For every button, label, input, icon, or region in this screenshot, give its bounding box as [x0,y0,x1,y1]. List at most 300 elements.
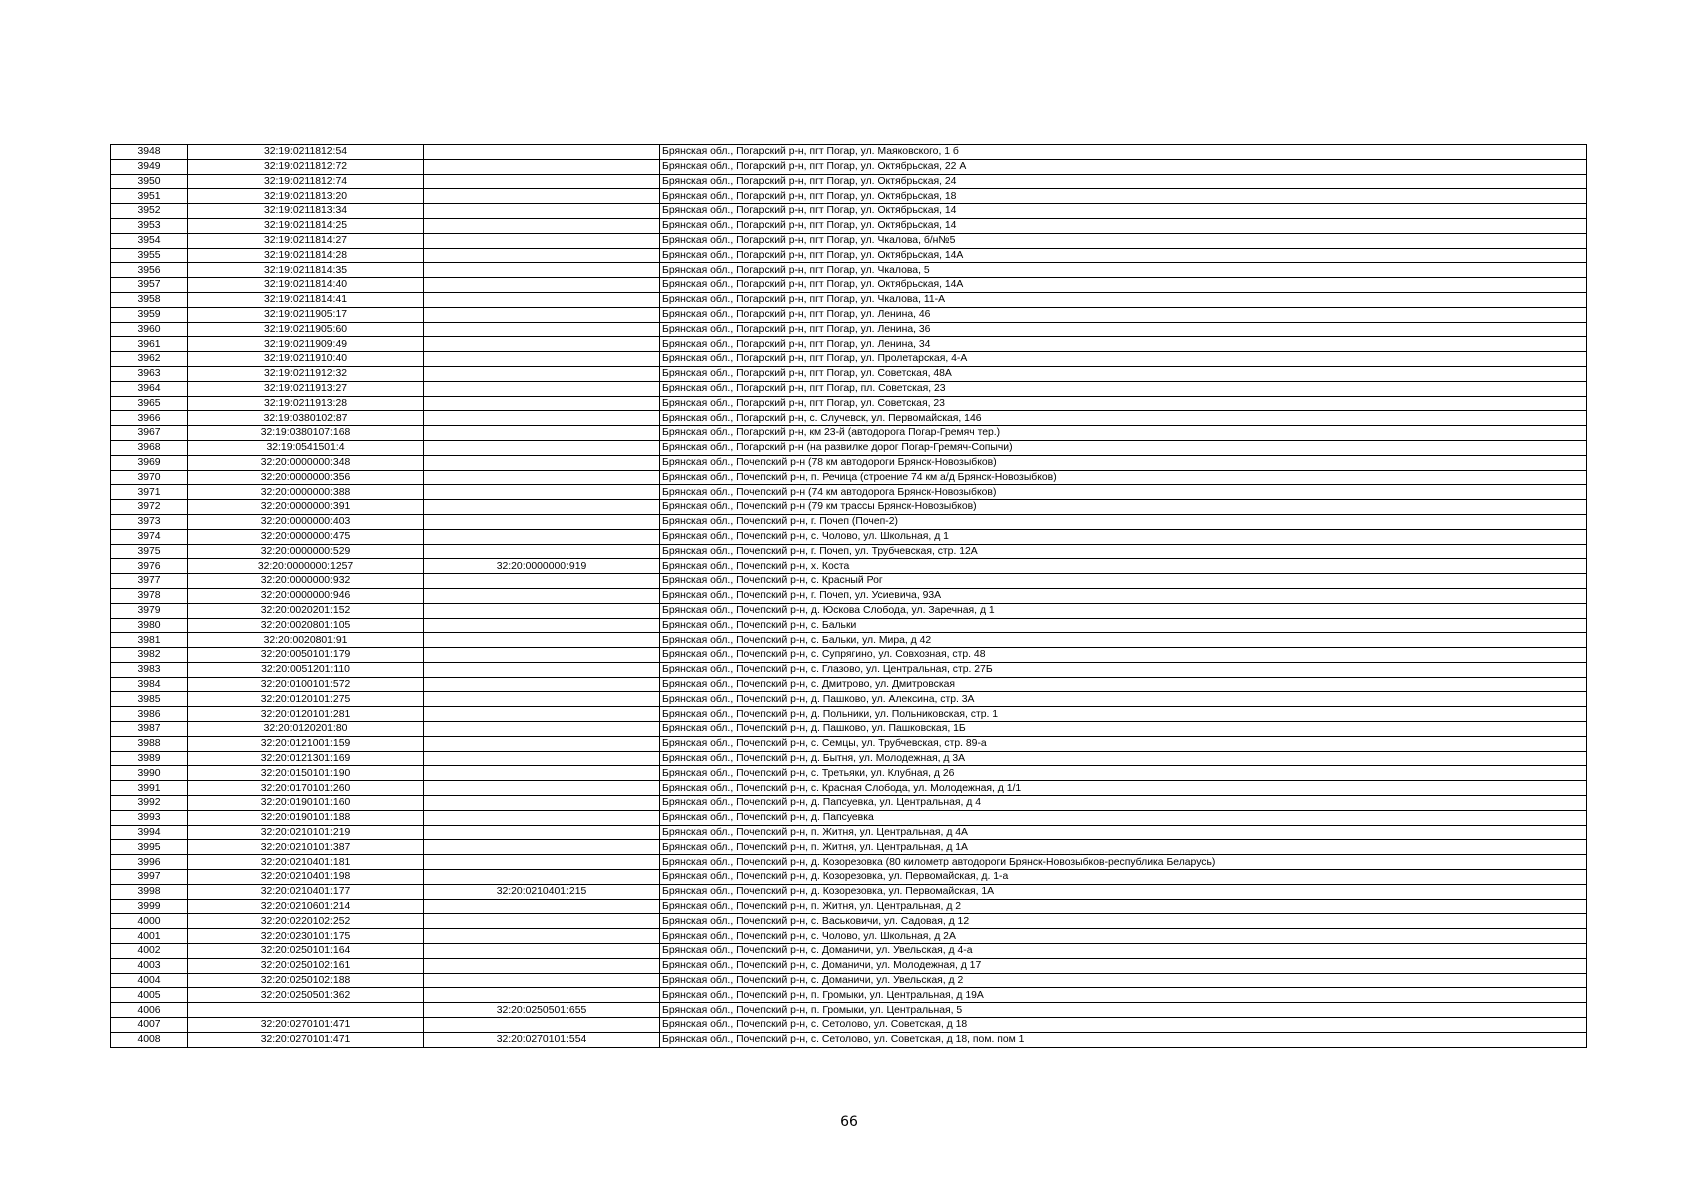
linked-cadastral-number-cell [424,707,660,722]
cadastral-number-cell: 32:20:0250501:362 [188,988,424,1003]
linked-cadastral-number-cell [424,618,660,633]
row-number-cell: 3996 [111,855,188,870]
row-number-cell: 3951 [111,189,188,204]
linked-cadastral-number-cell [424,899,660,914]
page-number: 66 [840,1114,858,1130]
row-number-cell: 3953 [111,218,188,233]
cadastral-number-cell: 32:20:0190101:188 [188,810,424,825]
row-number-cell: 4003 [111,958,188,973]
cadastral-number-cell: 32:19:0211812:54 [188,145,424,160]
address-cell: Брянская обл., Почепский р-н (79 км трассы Брянск-Новозыбков) [660,500,1587,515]
linked-cadastral-number-cell [424,840,660,855]
address-cell: Брянская обл., Почепский р-н, п. Громыки, ул. Центральная, д 19А [660,988,1587,1003]
table-row [111,485,1587,500]
table-row [111,840,1587,855]
linked-cadastral-number-cell [424,736,660,751]
linked-cadastral-number-cell [424,825,660,840]
address-cell: Брянская обл., Почепский р-н, д. Козорезовка, ул. Первомайская, д. 1-а [660,870,1587,885]
row-number-cell: 3963 [111,366,188,381]
cadastral-number-cell: 32:19:0211814:41 [188,292,424,307]
row-number-cell: 3952 [111,204,188,219]
cadastral-number-cell: 32:20:0000000:946 [188,588,424,603]
address-cell: Брянская обл., Погарский р-н, пгт Погар, ул. Октябрьская, 22 А [660,159,1587,174]
table-row [111,855,1587,870]
cadastral-number-cell: 32:20:0000000:348 [188,455,424,470]
address-cell: Брянская обл., Почепский р-н, д. Пашково, ул. Алексина, стр. 3А [660,692,1587,707]
address-cell: Брянская обл., Почепский р-н, д. Папсуевка, ул. Центральная, д 4 [660,796,1587,811]
table-row [111,781,1587,796]
linked-cadastral-number-cell [424,204,660,219]
cadastral-number-cell: 32:20:0170101:260 [188,781,424,796]
cadastral-number-cell: 32:19:0211910:40 [188,352,424,367]
linked-cadastral-number-cell [424,662,660,677]
cadastral-number-cell: 32:19:0211909:49 [188,337,424,352]
address-cell: Брянская обл., Почепский р-н, с. Сетолово, ул. Советская, д 18 [660,1018,1587,1033]
cadastral-number-cell: 32:20:0210401:198 [188,870,424,885]
linked-cadastral-number-cell [424,692,660,707]
linked-cadastral-number-cell [424,366,660,381]
address-cell: Брянская обл., Почепский р-н (78 км автодороги Брянск-Новозыбков) [660,455,1587,470]
row-number-cell: 4006 [111,1003,188,1018]
row-number-cell: 3970 [111,470,188,485]
cadastral-number-cell: 32:19:0380107:168 [188,426,424,441]
cadastral-number-cell: 32:19:0211813:34 [188,204,424,219]
row-number-cell: 3966 [111,411,188,426]
address-cell: Брянская обл., Почепский р-н, с. Супрягино, ул. Совхозная, стр. 48 [660,648,1587,663]
cadastral-number-cell: 32:20:0000000:356 [188,470,424,485]
linked-cadastral-number-cell [424,796,660,811]
linked-cadastral-number-cell [424,145,660,160]
address-cell: Брянская обл., Почепский р-н, п. Громыки, ул. Центральная, 5 [660,1003,1587,1018]
address-cell: Брянская обл., Почепский р-н, с. Сетолово, ул. Советская, д 18, пом. пом 1 [660,1032,1587,1047]
table-row [111,174,1587,189]
row-number-cell: 3978 [111,588,188,603]
address-cell: Брянская обл., Почепский р-н, д. Козорезовка (80 километр автодороги Брянск-Новозыбков-республика Беларусь) [660,855,1587,870]
table-row [111,574,1587,589]
cadastral-number-cell: 32:20:0250102:188 [188,973,424,988]
cadastral-number-cell: 32:20:0270101:471 [188,1018,424,1033]
row-number-cell: 3955 [111,248,188,263]
linked-cadastral-number-cell [424,292,660,307]
table-row [111,958,1587,973]
row-number-cell: 3992 [111,796,188,811]
cadastral-number-cell: 32:19:0211913:28 [188,396,424,411]
linked-cadastral-number-cell: 32:20:0270101:554 [424,1032,660,1047]
cadastral-number-cell: 32:19:0380102:87 [188,411,424,426]
row-number-cell: 3990 [111,766,188,781]
table-row [111,470,1587,485]
linked-cadastral-number-cell [424,485,660,500]
row-number-cell: 3993 [111,810,188,825]
table-row [111,218,1587,233]
address-cell: Брянская обл., Погарский р-н (на развилке дорог Погар-Гремяч-Сопычи) [660,440,1587,455]
cadastral-number-cell: 32:19:0211814:35 [188,263,424,278]
table-row [111,500,1587,515]
address-cell: Брянская обл., Почепский р-н, с. Бальки [660,618,1587,633]
row-number-cell: 4000 [111,914,188,929]
cadastral-number-cell: 32:20:0020801:105 [188,618,424,633]
cadastral-number-cell: 32:20:0000000:1257 [188,559,424,574]
address-cell: Брянская обл., Погарский р-н, пгт Погар, пл. Советская, 23 [660,381,1587,396]
cadastral-number-cell: 32:20:0100101:572 [188,677,424,692]
cadastral-number-cell: 32:20:0000000:529 [188,544,424,559]
address-cell: Брянская обл., Погарский р-н, с. Случевск, ул. Первомайская, 146 [660,411,1587,426]
table-row [111,233,1587,248]
linked-cadastral-number-cell [424,278,660,293]
table-row [111,440,1587,455]
row-number-cell: 3960 [111,322,188,337]
cadastral-number-cell: 32:19:0211913:27 [188,381,424,396]
linked-cadastral-number-cell [424,973,660,988]
row-number-cell: 4002 [111,944,188,959]
linked-cadastral-number-cell [424,174,660,189]
address-cell: Брянская обл., Почепский р-н, с. Красный Рог [660,574,1587,589]
linked-cadastral-number-cell [424,396,660,411]
row-number-cell: 3988 [111,736,188,751]
row-number-cell: 3994 [111,825,188,840]
address-cell: Брянская обл., Почепский р-н, п. Речица (строение 74 км а/д Брянск-Новозыбков) [660,470,1587,485]
row-number-cell: 3975 [111,544,188,559]
linked-cadastral-number-cell [424,677,660,692]
cadastral-number-cell: 32:20:0210101:219 [188,825,424,840]
address-cell: Брянская обл., Почепский р-н, д. Бытня, ул. Молодежная, д 3А [660,751,1587,766]
cadastral-number-cell: 32:20:0270101:471 [188,1032,424,1047]
cadastral-number-cell: 32:20:0120101:281 [188,707,424,722]
cadastral-number-cell: 32:20:0000000:388 [188,485,424,500]
cadastral-number-cell: 32:19:0541501:4 [188,440,424,455]
address-cell: Брянская обл., Почепский р-н, д. Пашково, ул. Пашковская, 1Б [660,722,1587,737]
linked-cadastral-number-cell [424,958,660,973]
address-cell: Брянская обл., Погарский р-н, пгт Погар, ул. Октябрьская, 24 [660,174,1587,189]
address-cell: Брянская обл., Почепский р-н, с. Дмитрово, ул. Дмитровская [660,677,1587,692]
address-cell: Брянская обл., Почепский р-н, с. Семцы, ул. Трубчевская, стр. 89-а [660,736,1587,751]
table-row [111,1032,1587,1047]
address-cell: Брянская обл., Погарский р-н, пгт Погар, ул. Ленина, 46 [660,307,1587,322]
cadastral-number-cell: 32:19:0211912:32 [188,366,424,381]
row-number-cell: 3972 [111,500,188,515]
table-row [111,145,1587,160]
row-number-cell: 3979 [111,603,188,618]
linked-cadastral-number-cell [424,722,660,737]
address-cell: Брянская обл., Почепский р-н, с. Чолово, ул. Школьная, д 1 [660,529,1587,544]
row-number-cell: 3948 [111,145,188,160]
row-number-cell: 3981 [111,633,188,648]
table-row [111,618,1587,633]
table-row [111,337,1587,352]
row-number-cell: 3999 [111,899,188,914]
address-cell: Брянская обл., Погарский р-н, пгт Погар, ул. Чкалова, б/н№5 [660,233,1587,248]
table-row [111,796,1587,811]
row-number-cell: 3973 [111,514,188,529]
table-row [111,677,1587,692]
cadastral-number-cell: 32:20:0230101:175 [188,929,424,944]
address-cell: Брянская обл., Погарский р-н, пгт Погар, ул. Октябрьская, 14А [660,278,1587,293]
row-number-cell: 3991 [111,781,188,796]
linked-cadastral-number-cell [424,929,660,944]
table-row [111,263,1587,278]
table-row [111,204,1587,219]
table-row [111,588,1587,603]
row-number-cell: 4005 [111,988,188,1003]
cadastral-number-cell: 32:20:0120101:275 [188,692,424,707]
row-number-cell: 3964 [111,381,188,396]
row-number-cell: 3950 [111,174,188,189]
row-number-cell: 3962 [111,352,188,367]
address-cell: Брянская обл., Погарский р-н, пгт Погар, ул. Октябрьская, 14 [660,218,1587,233]
linked-cadastral-number-cell [424,233,660,248]
table-row [111,455,1587,470]
linked-cadastral-number-cell [424,574,660,589]
cadastral-number-cell: 32:20:0000000:932 [188,574,424,589]
row-number-cell: 3989 [111,751,188,766]
row-number-cell: 3995 [111,840,188,855]
linked-cadastral-number-cell [424,440,660,455]
registry-table [110,144,1587,1048]
table-row [111,544,1587,559]
table-row [111,292,1587,307]
row-number-cell: 3954 [111,233,188,248]
address-cell: Брянская обл., Погарский р-н, пгт Погар, ул. Маяковского, 1 б [660,145,1587,160]
cadastral-number-cell: 32:19:0211814:28 [188,248,424,263]
row-number-cell: 3965 [111,396,188,411]
table-row [111,929,1587,944]
linked-cadastral-number-cell [424,411,660,426]
linked-cadastral-number-cell [424,944,660,959]
cadastral-number-cell: 32:20:0050101:179 [188,648,424,663]
linked-cadastral-number-cell: 32:20:0210401:215 [424,884,660,899]
row-number-cell: 3967 [111,426,188,441]
row-number-cell: 3969 [111,455,188,470]
table-row [111,529,1587,544]
linked-cadastral-number-cell [424,189,660,204]
cadastral-number-cell: 32:20:0250101:164 [188,944,424,959]
linked-cadastral-number-cell [424,263,660,278]
linked-cadastral-number-cell [424,544,660,559]
linked-cadastral-number-cell [424,855,660,870]
address-cell: Брянская обл., Погарский р-н, км 23-й (автодорога Погар-Гремяч тер.) [660,426,1587,441]
cadastral-number-cell: 32:19:0211905:17 [188,307,424,322]
address-cell: Брянская обл., Почепский р-н, п. Житня, ул. Центральная, д 4А [660,825,1587,840]
cadastral-number-cell: 32:19:0211814:40 [188,278,424,293]
table-row [111,411,1587,426]
linked-cadastral-number-cell [424,988,660,1003]
address-cell: Брянская обл., Погарский р-н, пгт Погар, ул. Октябрьская, 14А [660,248,1587,263]
table-row [111,944,1587,959]
cadastral-number-cell: 32:20:0121001:159 [188,736,424,751]
linked-cadastral-number-cell [424,914,660,929]
table-row [111,766,1587,781]
linked-cadastral-number-cell [424,1018,660,1033]
linked-cadastral-number-cell [424,307,660,322]
row-number-cell: 3971 [111,485,188,500]
linked-cadastral-number-cell [424,781,660,796]
cadastral-number-cell: 32:20:0020801:91 [188,633,424,648]
linked-cadastral-number-cell [424,633,660,648]
linked-cadastral-number-cell [424,766,660,781]
address-cell: Брянская обл., Почепский р-н, п. Житня, ул. Центральная, д 2 [660,899,1587,914]
table-row [111,159,1587,174]
table-row [111,870,1587,885]
cadastral-number-cell [188,1003,424,1018]
address-cell: Брянская обл., Погарский р-н, пгт Погар, ул. Советская, 48А [660,366,1587,381]
table-row [111,366,1587,381]
address-cell: Брянская обл., Почепский р-н, с. Третьяки, ул. Клубная, д 26 [660,766,1587,781]
row-number-cell: 4004 [111,973,188,988]
cadastral-number-cell: 32:19:0211813:20 [188,189,424,204]
table-row [111,603,1587,618]
address-cell: Брянская обл., Почепский р-н, г. Почеп (Почеп-2) [660,514,1587,529]
row-number-cell: 3986 [111,707,188,722]
address-cell: Брянская обл., Почепский р-н, п. Житня, ул. Центральная, д 1А [660,840,1587,855]
table-row [111,633,1587,648]
row-number-cell: 3998 [111,884,188,899]
linked-cadastral-number-cell [424,648,660,663]
cadastral-number-cell: 32:20:0000000:391 [188,500,424,515]
table-row [111,396,1587,411]
cadastral-number-cell: 32:19:0211812:72 [188,159,424,174]
table-row [111,914,1587,929]
linked-cadastral-number-cell [424,218,660,233]
cadastral-number-cell: 32:20:0210101:387 [188,840,424,855]
linked-cadastral-number-cell [424,514,660,529]
table-row [111,751,1587,766]
cadastral-number-cell: 32:20:0000000:475 [188,529,424,544]
table-row [111,189,1587,204]
cadastral-number-cell: 32:20:0190101:160 [188,796,424,811]
table-row [111,736,1587,751]
row-number-cell: 3980 [111,618,188,633]
row-number-cell: 3961 [111,337,188,352]
linked-cadastral-number-cell [424,322,660,337]
row-number-cell: 3976 [111,559,188,574]
cadastral-number-cell: 32:20:0220102:252 [188,914,424,929]
address-cell: Брянская обл., Почепский р-н, д. Козорезовка, ул. Первомайская, 1А [660,884,1587,899]
address-cell: Брянская обл., Погарский р-н, пгт Погар, ул. Ленина, 34 [660,337,1587,352]
cadastral-number-cell: 32:19:0211812:74 [188,174,424,189]
table-row [111,559,1587,574]
row-number-cell: 3957 [111,278,188,293]
table-row [111,352,1587,367]
table-row [111,248,1587,263]
table-row [111,884,1587,899]
address-cell: Брянская обл., Почепский р-н, с. Доманичи, ул. Увельская, д 4-а [660,944,1587,959]
row-number-cell: 3984 [111,677,188,692]
address-cell: Брянская обл., Погарский р-н, пгт Погар, ул. Октябрьская, 14 [660,204,1587,219]
address-cell: Брянская обл., Погарский р-н, пгт Погар, ул. Советская, 23 [660,396,1587,411]
address-cell: Брянская обл., Погарский р-н, пгт Погар, ул. Октябрьская, 18 [660,189,1587,204]
row-number-cell: 3959 [111,307,188,322]
table-row [111,648,1587,663]
linked-cadastral-number-cell [424,426,660,441]
cadastral-number-cell: 32:20:0210401:177 [188,884,424,899]
row-number-cell: 3977 [111,574,188,589]
linked-cadastral-number-cell: 32:20:0250501:655 [424,1003,660,1018]
cadastral-number-cell: 32:20:0150101:190 [188,766,424,781]
cadastral-number-cell: 32:20:0020201:152 [188,603,424,618]
cadastral-number-cell: 32:20:0121301:169 [188,751,424,766]
address-cell: Брянская обл., Почепский р-н, г. Почеп, ул. Трубчевская, стр. 12А [660,544,1587,559]
address-cell: Брянская обл., Почепский р-н, д. Папсуевка [660,810,1587,825]
table-row [111,307,1587,322]
registry-table-body [111,145,1587,1048]
cadastral-number-cell: 32:20:0000000:403 [188,514,424,529]
linked-cadastral-number-cell: 32:20:0000000:919 [424,559,660,574]
cadastral-number-cell: 32:20:0210601:214 [188,899,424,914]
address-cell: Брянская обл., Почепский р-н, с. Чолово, ул. Школьная, д 2А [660,929,1587,944]
table-row [111,426,1587,441]
row-number-cell: 3968 [111,440,188,455]
table-row [111,973,1587,988]
table-row [111,722,1587,737]
linked-cadastral-number-cell [424,159,660,174]
linked-cadastral-number-cell [424,500,660,515]
row-number-cell: 4008 [111,1032,188,1047]
linked-cadastral-number-cell [424,529,660,544]
address-cell: Брянская обл., Почепский р-н, с. Васьковичи, ул. Садовая, д 12 [660,914,1587,929]
table-row [111,988,1587,1003]
address-cell: Брянская обл., Почепский р-н, г. Почеп, ул. Усиевича, 93А [660,588,1587,603]
linked-cadastral-number-cell [424,455,660,470]
table-row [111,381,1587,396]
address-cell: Брянская обл., Погарский р-н, пгт Погар, ул. Пролетарская, 4-А [660,352,1587,367]
table-row [111,825,1587,840]
address-cell: Брянская обл., Погарский р-н, пгт Погар, ул. Ленина, 36 [660,322,1587,337]
row-number-cell: 3958 [111,292,188,307]
linked-cadastral-number-cell [424,603,660,618]
linked-cadastral-number-cell [424,588,660,603]
address-cell: Брянская обл., Почепский р-н, с. Доманичи, ул. Увельская, д 2 [660,973,1587,988]
table-row [111,278,1587,293]
linked-cadastral-number-cell [424,248,660,263]
linked-cadastral-number-cell [424,381,660,396]
address-cell: Брянская обл., Почепский р-н, с. Доманичи, ул. Молодежная, д 17 [660,958,1587,973]
table-row [111,662,1587,677]
row-number-cell: 3983 [111,662,188,677]
row-number-cell: 3974 [111,529,188,544]
cadastral-number-cell: 32:20:0120201:80 [188,722,424,737]
table-row [111,322,1587,337]
table-row [111,810,1587,825]
row-number-cell: 3949 [111,159,188,174]
address-cell: Брянская обл., Почепский р-н, с. Глазово, ул. Центральная, стр. 27Б [660,662,1587,677]
table-row [111,514,1587,529]
cadastral-number-cell: 32:19:0211814:27 [188,233,424,248]
address-cell: Брянская обл., Почепский р-н, с. Бальки, ул. Мира, д 42 [660,633,1587,648]
row-number-cell: 3985 [111,692,188,707]
table-row [111,1018,1587,1033]
cadastral-number-cell: 32:19:0211814:25 [188,218,424,233]
linked-cadastral-number-cell [424,352,660,367]
row-number-cell: 4001 [111,929,188,944]
address-cell: Брянская обл., Почепский р-н (74 км автодорога Брянск-Новозыбков) [660,485,1587,500]
row-number-cell: 3987 [111,722,188,737]
address-cell: Брянская обл., Почепский р-н, д. Польники, ул. Польниковская, стр. 1 [660,707,1587,722]
linked-cadastral-number-cell [424,751,660,766]
address-cell: Брянская обл., Погарский р-н, пгт Погар, ул. Чкалова, 11-А [660,292,1587,307]
cadastral-number-cell: 32:20:0210401:181 [188,855,424,870]
address-cell: Брянская обл., Почепский р-н, д. Юскова Слобода, ул. Заречная, д 1 [660,603,1587,618]
cadastral-number-cell: 32:19:0211905:60 [188,322,424,337]
address-cell: Брянская обл., Погарский р-н, пгт Погар, ул. Чкалова, 5 [660,263,1587,278]
row-number-cell: 4007 [111,1018,188,1033]
address-cell: Брянская обл., Почепский р-н, х. Коста [660,559,1587,574]
table-row [111,1003,1587,1018]
table-row [111,707,1587,722]
cadastral-number-cell: 32:20:0051201:110 [188,662,424,677]
row-number-cell: 3956 [111,263,188,278]
linked-cadastral-number-cell [424,810,660,825]
linked-cadastral-number-cell [424,470,660,485]
